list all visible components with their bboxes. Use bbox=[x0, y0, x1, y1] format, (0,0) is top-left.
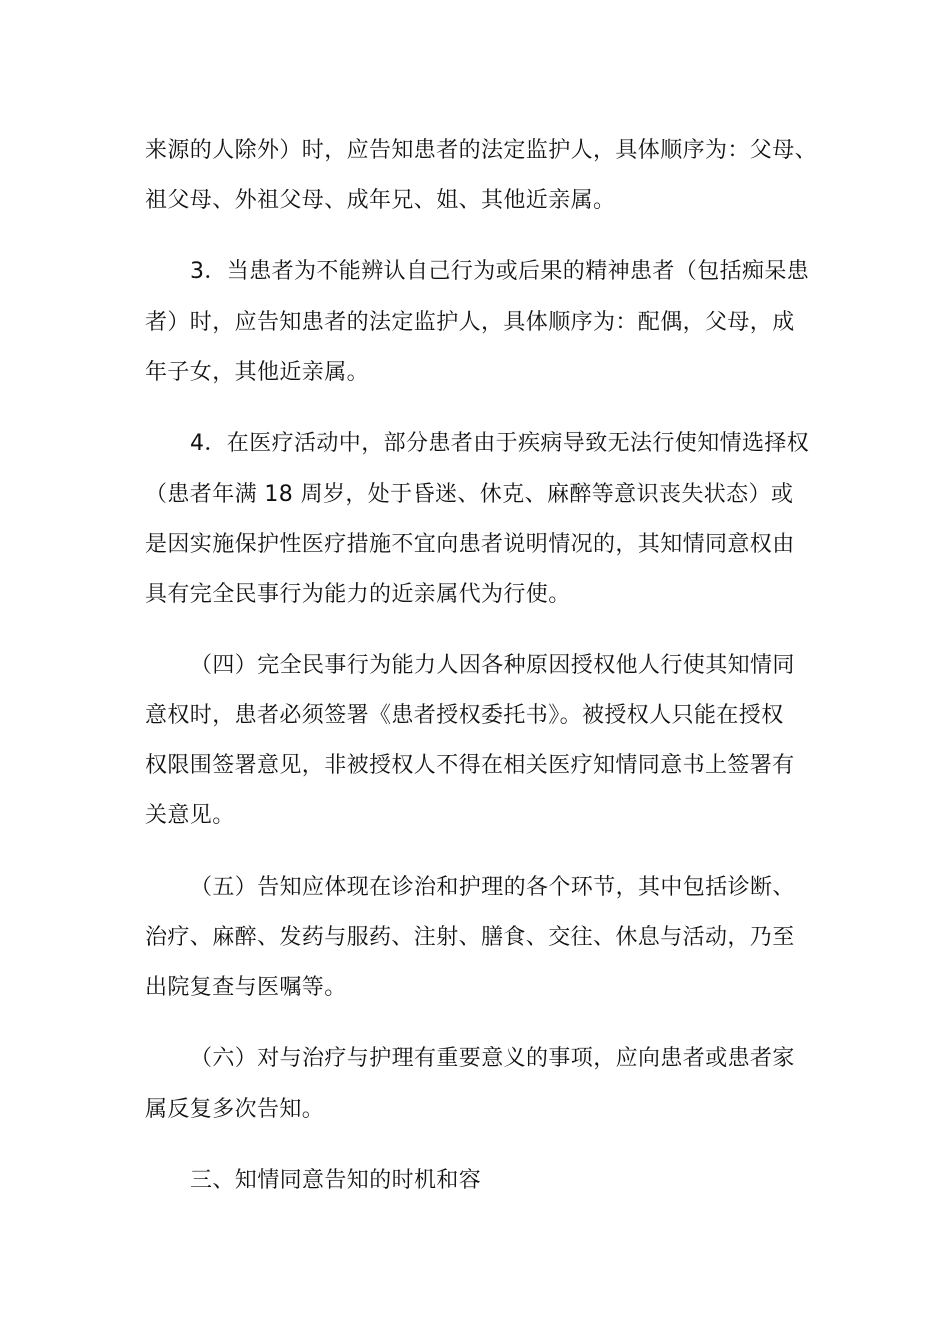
text-line: 意权时，患者必须签署《患者授权委托书》。被授权人只能在授权 bbox=[145, 703, 784, 728]
text-line: 是因实施保护性医疗措施不宜向患者说明情况的，其知情同意权由 bbox=[145, 532, 795, 557]
text-line: 来源的人除外）时，应告知患者的法定监护人，具体顺序为：父母、 bbox=[145, 138, 818, 163]
text-line: （患者年满 18 周岁，处于昏迷、休克、麻醉等意识丧失状态）或 bbox=[145, 482, 794, 507]
text-line: 祖父母、外祖父母、成年兄、姐、其他近亲属。 bbox=[145, 188, 616, 213]
text-line: （四）完全民事行为能力人因各种原因授权他人行使其知情同 bbox=[190, 653, 795, 678]
text-line: 权限围签署意见，非被授权人不得在相关医疗知情同意书上签署有 bbox=[145, 753, 795, 778]
text-line: 4．在医疗活动中，部分患者由于疾病导致无法行使知情选择权 bbox=[190, 431, 810, 456]
text-line: 具有完全民事行为能力的近亲属代为行使。 bbox=[145, 582, 571, 607]
text-line: 治疗、麻醉、发药与服药、注射、膳食、交往、休息与活动，乃至 bbox=[145, 925, 795, 950]
text-line: 出院复查与医嘱等。 bbox=[145, 975, 347, 1000]
text-line: 年子女，其他近亲属。 bbox=[145, 360, 370, 385]
text-line: （五）告知应体现在诊治和护理的各个环节，其中包括诊断、 bbox=[190, 875, 795, 900]
text-line: （六）对与治疗与护理有重要意义的事项，应向患者或患者家 bbox=[190, 1046, 795, 1071]
text-line: 3．当患者为不能辨认自己行为或后果的精神患者（包括痴呆患 bbox=[190, 259, 810, 284]
text-line: 者）时，应告知患者的法定监护人，具体顺序为：配偶，父母，成 bbox=[145, 310, 795, 335]
section-heading: 三、知情同意告知的时机和容 bbox=[190, 1168, 482, 1193]
text-line: 属反复多次告知。 bbox=[145, 1097, 325, 1122]
text-line: 关意见。 bbox=[145, 803, 235, 828]
